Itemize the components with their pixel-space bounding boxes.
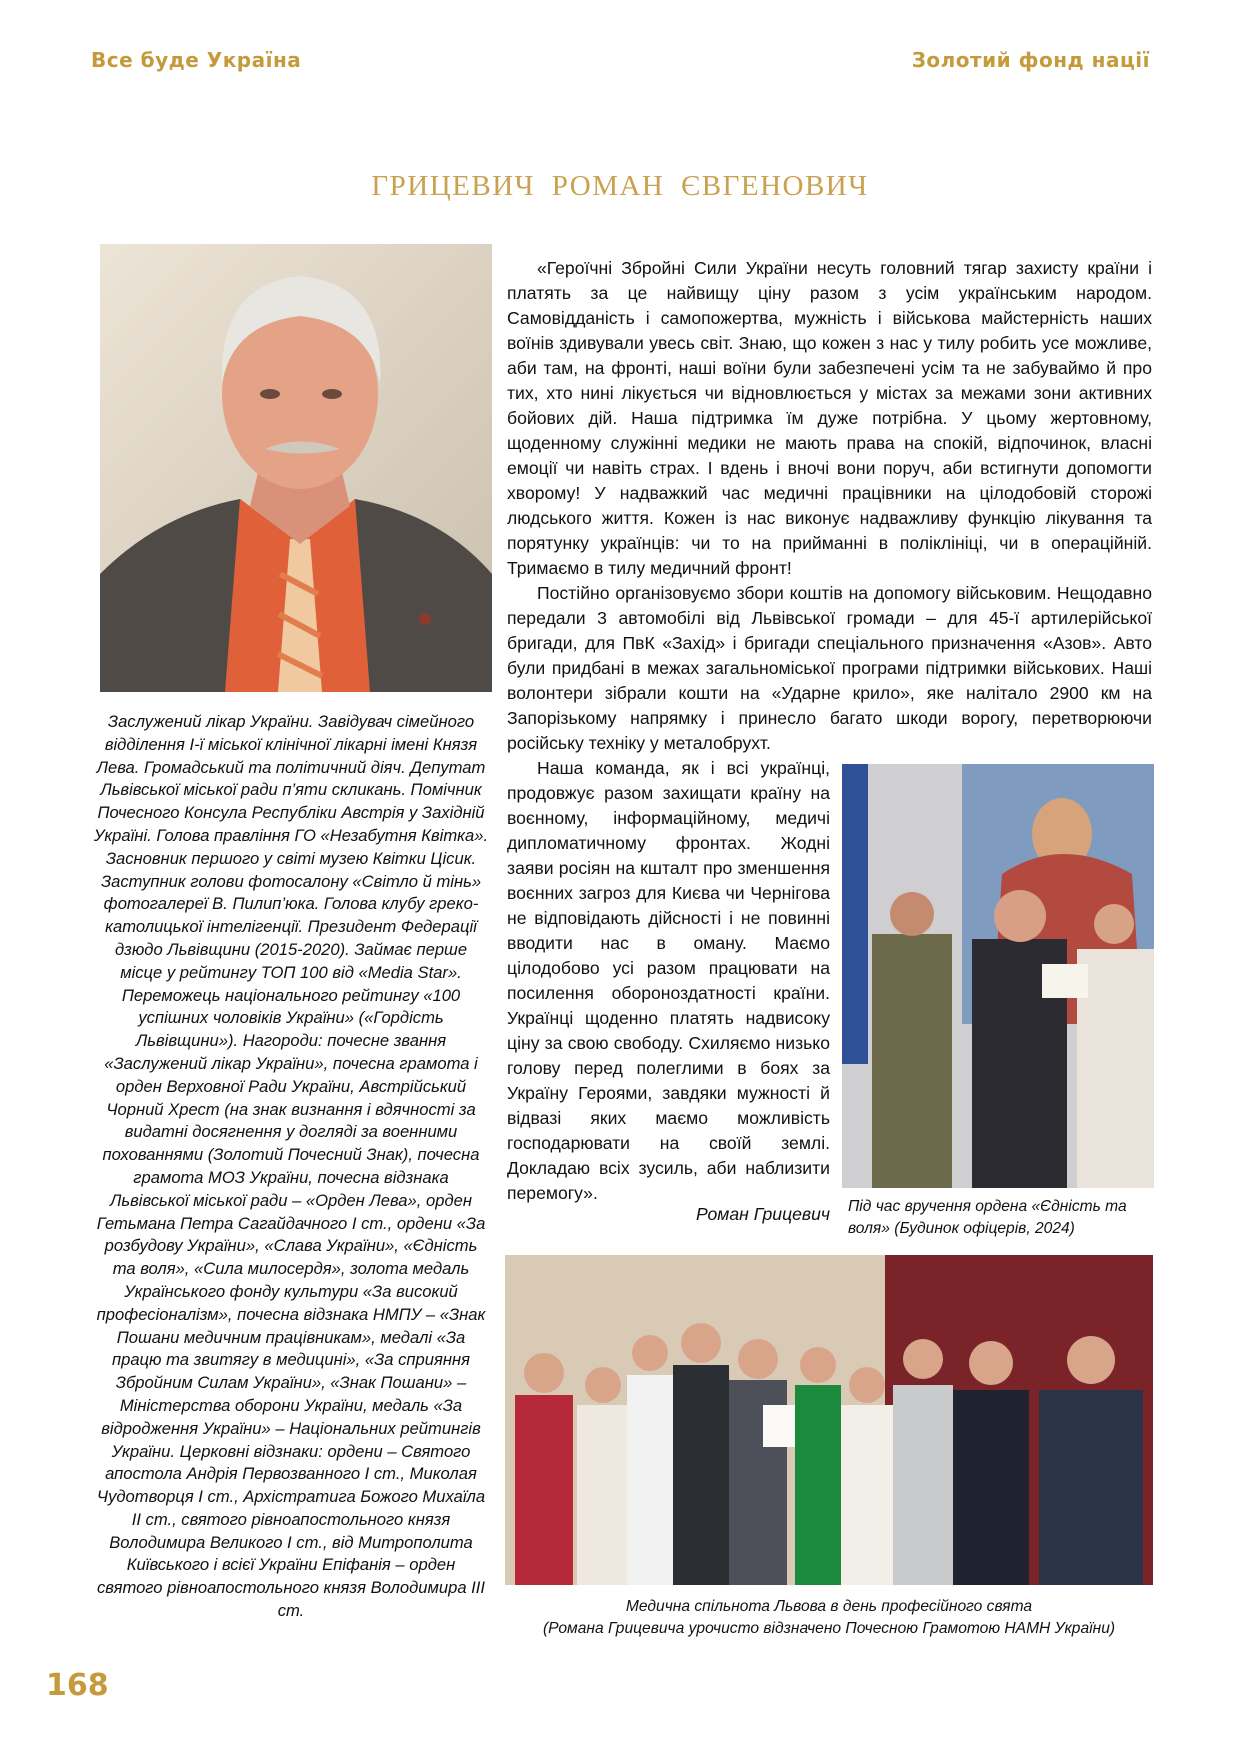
portrait-photo xyxy=(100,244,492,692)
group-photo-caption: Медична спільнота Львова в день професійного свята (Романа Грицевича урочисто відзначено Почесною Грамотою НАМН України) xyxy=(542,1598,1116,1637)
group-photo xyxy=(505,1255,1153,1585)
page-number: 168 xyxy=(46,1668,109,1703)
ceremony-photo-caption: Під час вручення ордена «Єдність та воля» (Будинок офіцерів, 2024) xyxy=(848,1198,1127,1237)
article-paragraph: Постійно організовуємо збори коштів на допомогу військовим. Нещодавно передали 3 автомобілі від Львівської громади – для 45-ї артилерійської бригади, для ПвК «Захід» і бригади спеціального призначення «Азов». Авто були придбані в межах загальноміської програми підтримки військових. Наші волонтери зібрали кошти на «Ударне крило», яке налітало 2900 км на Запорізькому напрямку і принесло багато шкоди ворогу, перетворюючи російську техніку у металобрухт. xyxy=(507,583,1152,753)
article-signature: Роман Грицевич xyxy=(695,1204,830,1224)
running-header-right: Золотий фонд нації xyxy=(911,48,1150,72)
article-paragraph: Наша команда, як і всі українці, продовжує разом захищати країну на воєнному, інформаційному, медичі дипломатичному фронтах. Жодні заяви росіян на кшталт про зменшення воєнних загроз для Києва чи Чернігова не відповідають дійсності і не повинні вводити нас в оману. Маємо цілодобово усі разом працювати на посилення обороноздатності країни. Українці щоденно платять надвисоку ціну за свою свободу. Схиляємо низько голову перед полеглими в боях за Україну Героями, завдяки мужності й відвазі яких маємо можливість господарювати на своїй землі. Докладаю всіх зусиль, аби наблизити перемогу». xyxy=(507,758,830,1203)
award-ceremony-photo xyxy=(842,764,1154,1188)
running-header-left: Все буде Україна xyxy=(91,48,302,72)
article-body xyxy=(507,256,1152,756)
portrait-caption: Заслужений лікар України. Завідувач сімейного відділення І-ї міської клінічної лікарні імені Князя Лева. Громадський та політичний діяч. Депутат Львівської міської ради п’яти скликань. Помічник Почесного Консула Республіки Австрія у Західній Україні. Голова правління ГО «Незабутня Квітка». Засновник першого у світі музею Квітки Цісик. Заступник голови фотосалону «Світло й тінь» фотогалереї В. Пилип’юка. Голова клубу греко-католицької інтелігенції. Президент Федерації дзюдо Львівщини (2015-2020). Займає перше місце у рейтингу ТОП 100 від «Media Star». Переможець національного рейтингу «100 успішних чоловіків України» («Гордість Львівщини»). Нагороди: почесне звання «Заслужений лікар України», почесна грамота і орден Верховної Ради України, Австрійський Чорний Хрест (на знак визнання і вдячності за видатні досягнення у догляді за военними похованнями (Золотий Почесний Знак), почесна грамота МОЗ України, почесна відзнака Львівської міської ради – «Орден Лева», орден Гетьмана Петра Сагайдачного І ст., ордени «За розбудову України», «Слава України», «Єдність та воля», «Сила милосердя», золота медаль Українського фонду культури «За високий професіоналізм», почесна відзнака НМПУ – «Знак Пошани медичним працівникам», медалі «За працю та звитягу в медицині», «За сприяння Збройним Силам України», «Знак Пошани» – Міністерства оборони України, медаль «За відродження України» – Національних рейтингів України. Церковні відзнаки: ордени – Святого апостола Андрія Первозванного І ст., Миколая Чудотворця І ст., Архістратига Божого Михаїла ІІ ст., святого рівноапостольного князя Володимира Великого І ст., від Митрополита Київського і всієї України Епіфанія – орден святого рівноапостольного князя Володимира ІІІ ст. xyxy=(93,712,489,1621)
page-title: ГРИЦЕВИЧ РОМАН ЄВГЕНОВИЧ xyxy=(371,170,869,202)
article-paragraph: «Героїчні Збройні Сили України несуть головний тягар захисту країни і платять за це найвищу ціну разом з усім українським народом. Самовідданість і самопожертва, мужність і військова майстерність наших воїнів здивували увесь світ. Знаю, що кожен з нас у тилу робить усе можливе, аби там, на фронті, наші воїни були забезпечені усім та не забуваймо й про тих, хто нині лікується чи відновлюється у містах за межами зони активних бойових дій. Наша підтримка їм дуже потрібна. У цьому жертовному, щоденному служінні медики не мають права на спокій, відпочинок, власні емоції чи навіть страх. І вдень і вночі вони поруч, аби встигнути допомогти хворому! У надважкий час медичні працівники на цілодобовій сторожі людського життя. Кожен із нас виконує надважливу функцію лікування та порятунку українців: чи то на прийманні в поліклініці, чи в операційній. Тримаємо в тилу медичний фронт! xyxy=(507,258,1152,578)
